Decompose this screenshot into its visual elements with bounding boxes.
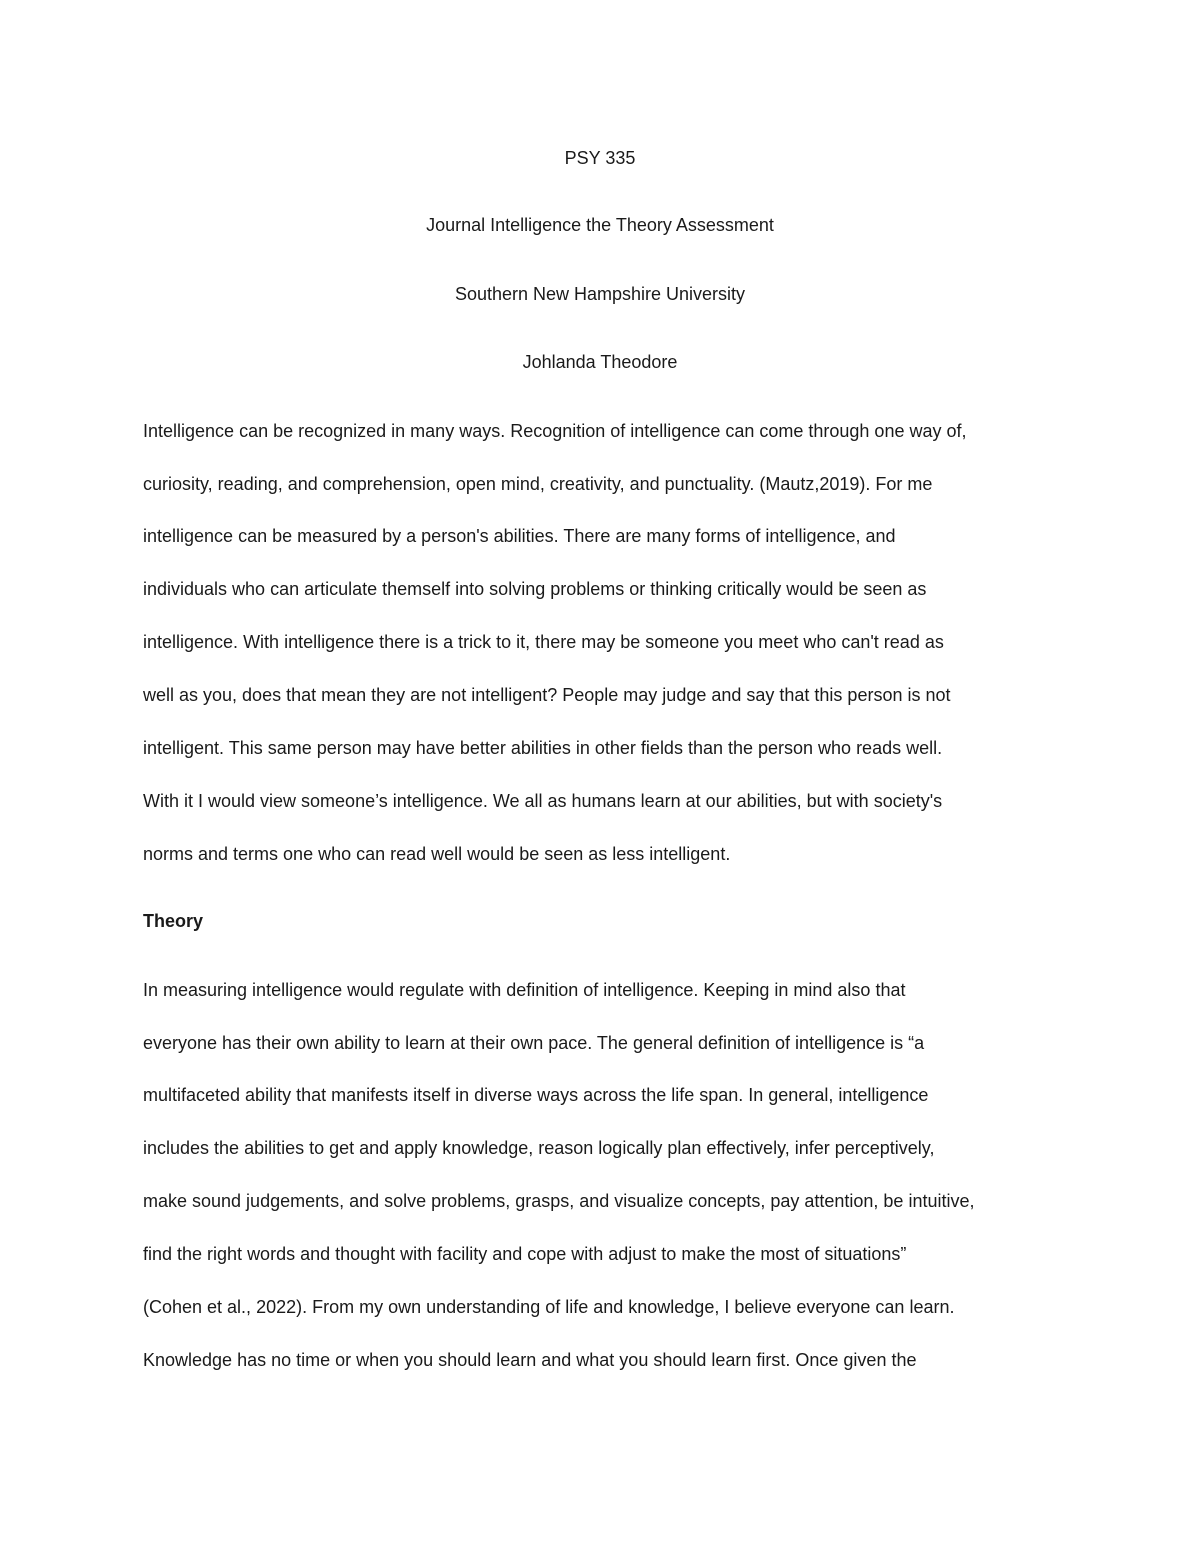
intro-line: With it I would view someone’s intelligence. We all as humans learn at our abilities, but with society's <box>143 791 943 811</box>
institution-name: Southern New Hampshire University <box>454 284 746 304</box>
paper-title: Journal Intelligence the Theory Assessment <box>426 215 774 235</box>
intro-line: Intelligence can be recognized in many ways. Recognition of intelligence can come through one way of, <box>143 421 967 441</box>
theory-line: find the right words and thought with facility and cope with adjust to make the most of situations” <box>143 1244 907 1264</box>
theory-line: (Cohen et al., 2022). From my own understanding of life and knowledge, I believe everyone can learn. <box>143 1297 955 1317</box>
intro-line: curiosity, reading, and comprehension, open mind, creativity, and punctuality. (Mautz,2019). For me <box>143 474 933 494</box>
intro-line: individuals who can articulate themself into solving problems or thinking critically would be seen as <box>143 579 927 599</box>
intro-line: well as you, does that mean they are not intelligent? People may judge and say that this person is not <box>143 685 951 705</box>
theory-line: make sound judgements, and solve problems, grasps, and visualize concepts, pay attention, be intuitive, <box>143 1191 975 1211</box>
theory-line: In measuring intelligence would regulate with definition of intelligence. Keeping in mind also that <box>143 980 906 1000</box>
theory-line: multifaceted ability that manifests itself in diverse ways across the life span. In general, intelligence <box>143 1085 929 1105</box>
intro-line: intelligence can be measured by a person's abilities. There are many forms of intelligence, and <box>143 526 896 546</box>
intro-line: norms and terms one who can read well would be seen as less intelligent. <box>143 844 731 864</box>
intro-line: intelligent. This same person may have better abilities in other fields than the person who reads well. <box>143 738 943 758</box>
theory-line: everyone has their own ability to learn at their own pace. The general definition of intelligence is “a <box>143 1033 925 1053</box>
intro-line: intelligence. With intelligence there is a trick to it, there may be someone you meet who can't read as <box>143 632 944 652</box>
theory-line: includes the abilities to get and apply knowledge, reason logically plan effectively, infer perceptively, <box>143 1138 935 1158</box>
author-name: Johlanda Theodore <box>522 352 678 372</box>
theory-heading: Theory <box>143 911 204 931</box>
course-code: PSY 335 <box>564 148 636 168</box>
theory-line: Knowledge has no time or when you should learn and what you should learn first. Once given the <box>143 1350 917 1370</box>
